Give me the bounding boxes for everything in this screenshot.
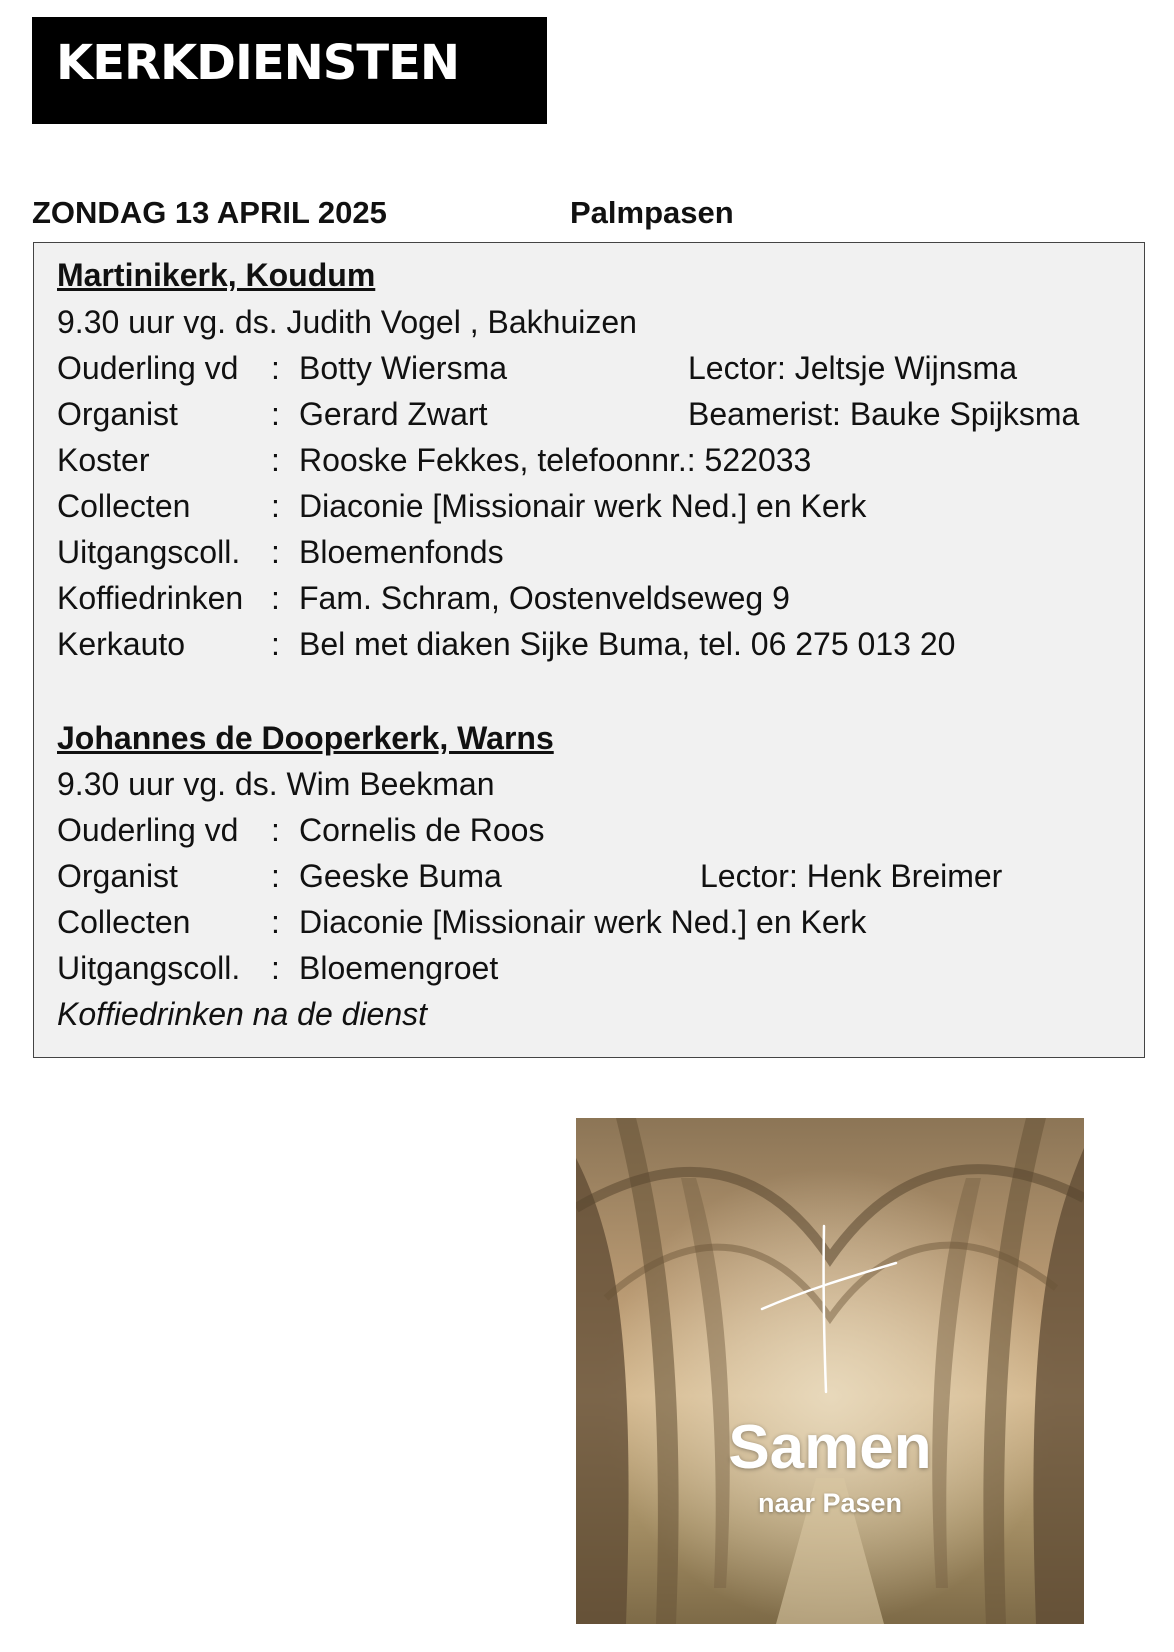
row-colon: : — [271, 580, 280, 616]
row-label: Uitgangscoll. — [57, 950, 241, 986]
koudum-row-kerkauto — [57, 624, 955, 664]
church-warns-heading: Johannes de Dooperkerk, Warns — [57, 720, 554, 756]
row-colon: : — [271, 904, 280, 940]
row-label: Ouderling vd — [57, 812, 239, 848]
page-title: KERKDIENSTEN — [56, 35, 460, 91]
service-occasion: Palmpasen — [570, 195, 734, 230]
row-label: Organist — [57, 396, 178, 432]
koudum-lector: Lector: Jeltsje Wijnsma — [688, 350, 1017, 386]
easter-image — [576, 1118, 1084, 1624]
row-colon: : — [271, 396, 280, 432]
warns-lector: Lector: Henk Breimer — [700, 858, 1003, 894]
koudum-row-uitgangscoll — [57, 532, 504, 572]
row-label: Uitgangscoll. — [57, 534, 241, 570]
koudum-row-organist — [57, 394, 487, 434]
warns-row-uitgangscoll — [57, 948, 498, 988]
warns-coffee-note: Koffiedrinken na de dienst — [57, 996, 428, 1032]
church-koudum-heading: Martinikerk, Koudum — [57, 257, 376, 293]
warns-time-leader: 9.30 uur vg. ds. Wim Beekman — [57, 766, 495, 802]
warns-row-organist — [57, 856, 502, 896]
row-colon: : — [271, 534, 280, 570]
row-value: Bel met diaken Sijke Buma, tel. 06 275 013 20 — [299, 626, 956, 662]
image-subtitle: naar Pasen — [757, 1488, 903, 1518]
warns-row-ouderling — [57, 810, 544, 850]
row-value: Bloemenfonds — [299, 534, 504, 570]
koudum-row-koffiedrinken — [57, 578, 790, 618]
row-value: Cornelis de Roos — [299, 812, 545, 848]
row-value: Diaconie [Missionair werk Ned.] en Kerk — [299, 904, 867, 940]
row-value: Fam. Schram, Oostenveldseweg 9 — [299, 580, 790, 616]
row-label: Collecten — [57, 488, 191, 524]
row-colon: : — [271, 442, 280, 478]
header-banner — [32, 17, 547, 124]
services-box — [33, 242, 1145, 1058]
row-colon: : — [271, 626, 280, 662]
row-colon: : — [271, 488, 280, 524]
service-date: ZONDAG 13 APRIL 2025 — [32, 195, 387, 230]
row-colon: : — [271, 858, 280, 894]
row-value: Gerard Zwart — [299, 396, 488, 432]
row-value: Rooske Fekkes, telefoonnr.: 522033 — [299, 442, 812, 478]
warns-row-collecten — [57, 902, 866, 942]
row-label: Collecten — [57, 904, 191, 940]
row-label: Organist — [57, 858, 178, 894]
koudum-time-leader: 9.30 uur vg. ds. Judith Vogel , Bakhuizen — [57, 304, 637, 340]
tree-avenue-illustration — [576, 1118, 1084, 1624]
koudum-row-ouderling — [57, 348, 507, 388]
row-colon: : — [271, 812, 280, 848]
row-colon: : — [271, 350, 280, 386]
row-label: Ouderling vd — [57, 350, 239, 386]
row-value: Geeske Buma — [299, 858, 502, 894]
row-value: Botty Wiersma — [299, 350, 508, 386]
koudum-beamerist: Beamerist: Bauke Spijksma — [688, 396, 1080, 432]
row-value: Diaconie [Missionair werk Ned.] en Kerk — [299, 488, 867, 524]
row-label: Koffiedrinken — [57, 580, 244, 616]
row-colon: : — [271, 950, 280, 986]
row-label: Kerkauto — [57, 626, 186, 662]
koudum-row-koster — [57, 440, 811, 480]
image-title: Samen — [728, 1413, 932, 1482]
row-value: Bloemengroet — [299, 950, 499, 986]
koudum-row-collecten — [57, 486, 866, 526]
row-label: Koster — [57, 442, 150, 478]
